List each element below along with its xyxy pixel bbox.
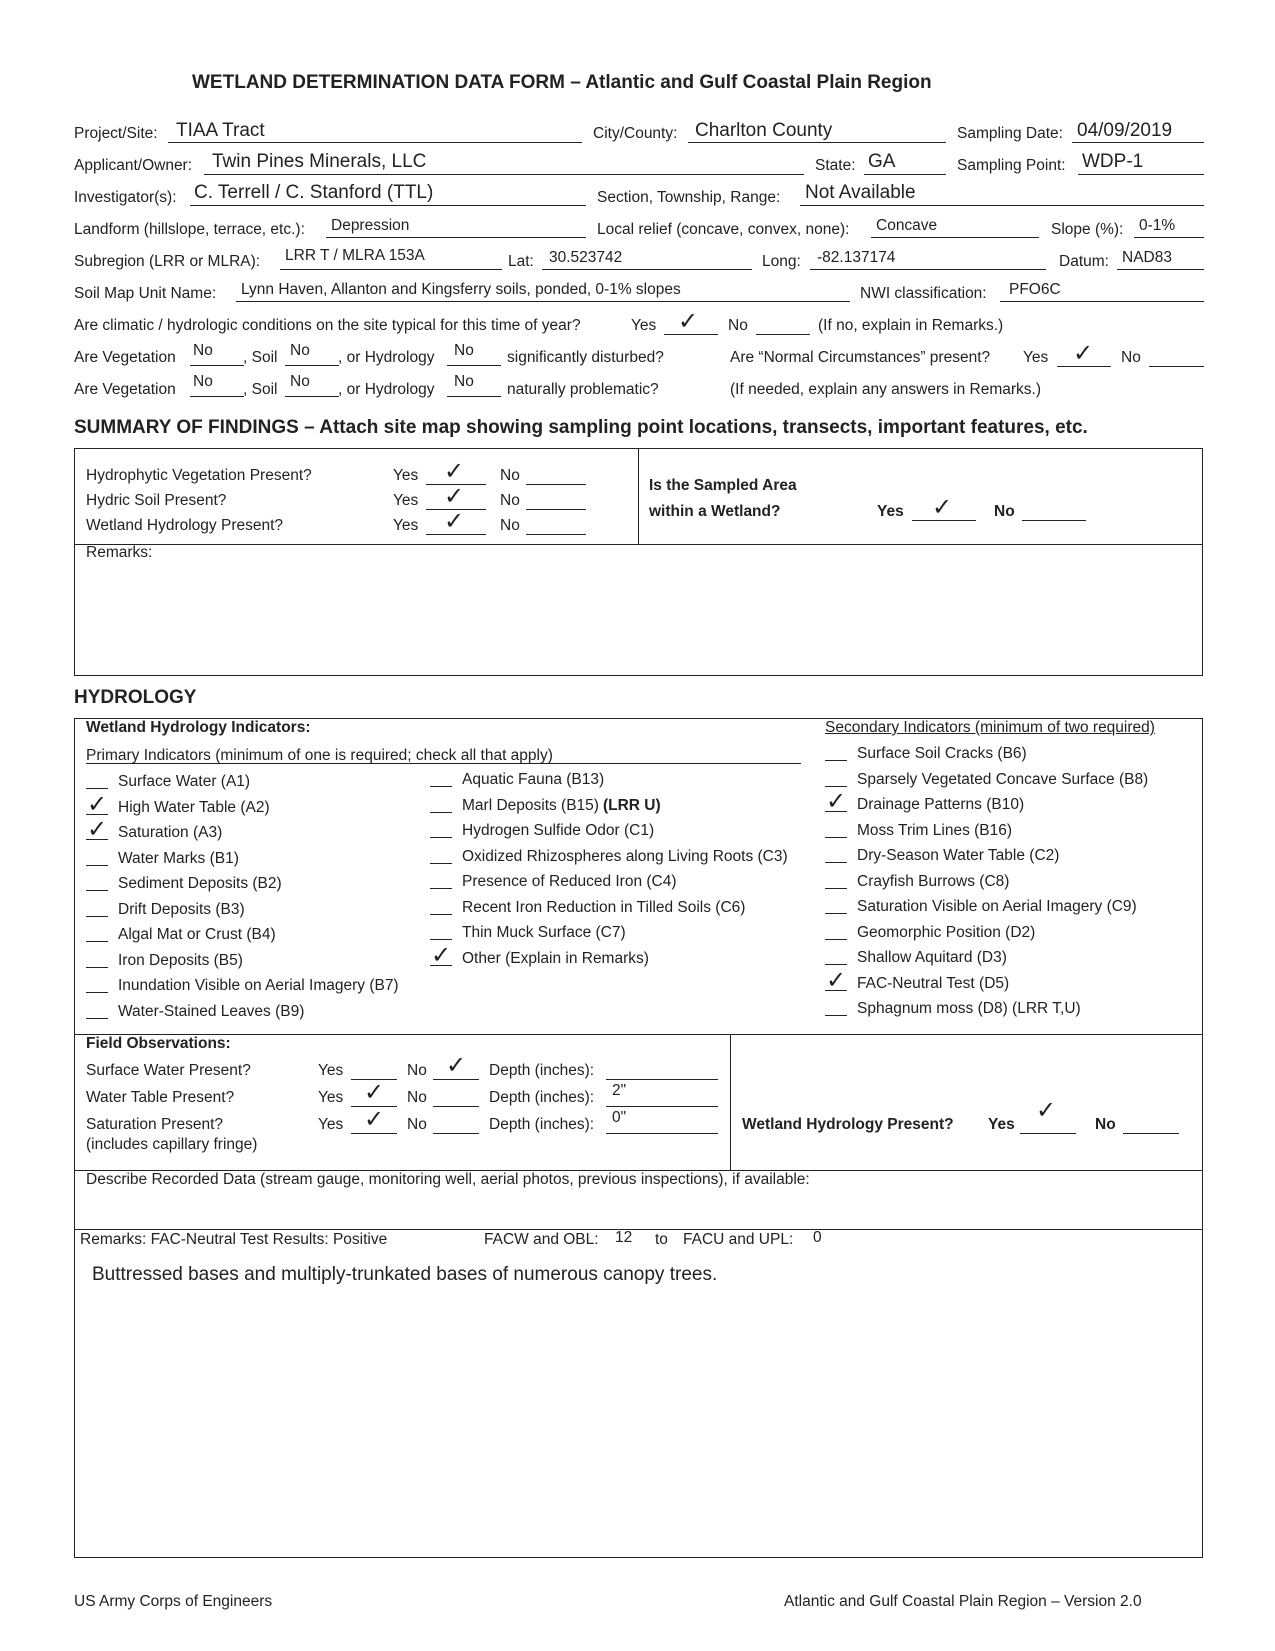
disturbed-soil-label: , Soil xyxy=(243,349,278,366)
secondary-indicator-blank[interactable] xyxy=(825,913,847,914)
secondary-indicator-label xyxy=(857,796,1024,814)
surface-water-yes-label: Yes xyxy=(318,1062,344,1079)
facu-upl-label: FACU and UPL: xyxy=(683,1231,794,1248)
primary-indicator-text: Oxidized Rhizospheres along Living Roots (C3) xyxy=(462,847,788,865)
primary-indicator-blank[interactable] xyxy=(430,863,452,864)
saturation-yes-line xyxy=(351,1133,397,1134)
primary-indicator-text: Inundation Visible on Aerial Imagery (B7) xyxy=(118,977,399,994)
facu-upl-value[interactable]: 0 xyxy=(813,1229,822,1246)
wetland-hydrology-yes-line xyxy=(1020,1133,1076,1134)
problematic-hydro-line xyxy=(447,396,501,397)
saturation-question: Saturation Present? xyxy=(86,1116,224,1133)
primary-indicator-label xyxy=(118,850,239,868)
investigator-label: Investigator(s): xyxy=(74,189,177,206)
primary-indicator-blank[interactable] xyxy=(86,967,108,968)
investigator-value[interactable]: C. Terrell / C. Stanford (TTL) xyxy=(194,182,434,203)
primary-indicator-text: Hydrogen Sulfide Odor (C1) xyxy=(462,822,655,839)
primary-indicator-text: Aquatic Fauna (B13) xyxy=(462,771,605,788)
sampling-date-value[interactable]: 04/09/2019 xyxy=(1077,120,1173,141)
sampled-yes-check-icon[interactable]: ✓ xyxy=(932,493,953,521)
wetland-hydro-no-label: No xyxy=(500,517,520,534)
normal-no-line[interactable] xyxy=(1149,366,1204,367)
primary-indicator-text: Other (Explain in Remarks) xyxy=(462,949,649,967)
water-table-no-label: No xyxy=(407,1089,427,1106)
hydrology-heading: HYDROLOGY xyxy=(74,687,197,708)
disturbed-soil-line xyxy=(285,365,339,366)
disturbed-label: significantly disturbed? xyxy=(507,349,664,366)
primary-indicator-blank[interactable] xyxy=(430,786,452,787)
problematic-veg-value[interactable]: No xyxy=(193,373,213,390)
wetland-hydro-yes-label: Yes xyxy=(393,517,419,534)
long-line xyxy=(810,269,1046,270)
disturbed-hydro-value[interactable]: No xyxy=(454,342,474,359)
primary-indicator-blank[interactable] xyxy=(86,788,108,789)
primary-indicator-label xyxy=(118,799,270,817)
secondary-indicator-text: Dry-Season Water Table (C2) xyxy=(857,847,1060,864)
saturation-depth-label: Depth (inches): xyxy=(489,1116,595,1133)
disturbed-veg-label: Are Vegetation xyxy=(74,349,176,366)
hydrophytic-no-line[interactable] xyxy=(526,484,586,485)
secondary-indicator-label xyxy=(857,745,1027,763)
saturation-depth-line xyxy=(606,1133,718,1134)
wetland-hydro-no-line[interactable] xyxy=(526,534,586,535)
problematic-hydro-label: , or Hydrology xyxy=(338,381,435,398)
primary-indicator-suffix: (LRR U) xyxy=(602,796,661,814)
normal-yes-check-icon[interactable]: ✓ xyxy=(1073,339,1094,367)
remarks-divider xyxy=(74,1229,1203,1230)
capillary-fringe-note: (includes capillary fringe) xyxy=(86,1136,258,1153)
wetland-hydrology-yes-check-icon[interactable]: ✓ xyxy=(1036,1096,1057,1124)
secondary-indicator-text: Moss Trim Lines (B16) xyxy=(857,821,1013,839)
sampled-no-label: No xyxy=(994,503,1015,520)
primary-indicator-blank[interactable] xyxy=(86,941,108,942)
lat-line xyxy=(542,269,752,270)
lat-value[interactable]: 30.523742 xyxy=(549,249,623,266)
primary-indicator-text: Sediment Deposits (B2) xyxy=(118,875,282,892)
state-label: State: xyxy=(815,157,856,174)
primary-indicator-blank[interactable] xyxy=(86,865,108,866)
primary-indicator-label xyxy=(118,824,222,842)
surface-water-no-label: No xyxy=(407,1062,427,1079)
summary-heading: SUMMARY OF FINDINGS – Attach site map showing sampling point locations, transects, important features, etc. xyxy=(74,417,1088,438)
disturbed-soil-value[interactable]: No xyxy=(290,342,310,359)
primary-indicator-text: Surface Water (A1) xyxy=(118,773,251,790)
primary-indicator-text: Iron Deposits (B5) xyxy=(118,951,243,969)
secondary-indicator-text: Drainage Patterns (B10) xyxy=(857,796,1025,813)
sampled-no-line[interactable] xyxy=(1022,520,1086,521)
secondary-indicators-label: Secondary Indicators (minimum of two required) xyxy=(825,719,1155,736)
primary-indicator-label xyxy=(118,1003,304,1021)
slope-line xyxy=(1134,237,1204,238)
secondary-indicator-text: Sphagnum moss (D8) (LRR T,U) xyxy=(857,1000,1081,1017)
wetland-hydro-label: Wetland Hydrology Present? xyxy=(86,517,284,534)
city-county-value[interactable]: Charlton County xyxy=(695,120,833,141)
primary-indicator-label xyxy=(462,899,745,917)
state-value[interactable]: GA xyxy=(868,151,896,172)
primary-indicator-blank[interactable] xyxy=(86,890,108,891)
secondary-indicator-label xyxy=(857,949,1007,967)
field-obs-vertical-divider xyxy=(730,1034,731,1170)
subregion-value[interactable]: LRR T / MLRA 153A xyxy=(285,247,425,264)
slope-value[interactable]: 0-1% xyxy=(1139,217,1176,234)
datum-label: Datum: xyxy=(1059,253,1109,270)
problematic-label: naturally problematic? xyxy=(507,381,659,398)
primary-indicator-text: Thin Muck Surface (C7) xyxy=(462,924,626,941)
field-observations-label: Field Observations: xyxy=(86,1035,231,1052)
primary-indicator-check-icon[interactable]: ✓ xyxy=(87,789,108,818)
climatic-no-line[interactable] xyxy=(756,334,810,335)
hydric-yes-label: Yes xyxy=(393,492,419,509)
section-value[interactable]: Not Available xyxy=(805,182,916,203)
form-title: WETLAND DETERMINATION DATA FORM – Atlantic and Gulf Coastal Plain Region xyxy=(192,72,932,93)
problematic-soil-line xyxy=(285,396,339,397)
relief-label: Local relief (concave, convex, none): xyxy=(597,221,850,238)
primary-indicator-blank[interactable] xyxy=(86,916,108,917)
secondary-indicator-blank[interactable] xyxy=(825,862,847,863)
saturation-no-line[interactable] xyxy=(433,1133,479,1134)
wetland-hydrology-yes-label: Yes xyxy=(988,1116,1015,1133)
primary-indicator-text: High Water Table (A2) xyxy=(118,798,270,816)
secondary-indicator-check-icon[interactable]: ✓ xyxy=(826,787,847,815)
primary-indicator-label xyxy=(118,875,282,893)
section-label: Section, Township, Range: xyxy=(597,189,781,206)
datum-line xyxy=(1117,269,1204,270)
surface-water-question: Surface Water Present? xyxy=(86,1062,251,1079)
secondary-indicator-text: Surface Soil Cracks (B6) xyxy=(857,745,1027,762)
city-county-label: City/County: xyxy=(593,125,678,142)
primary-indicator-label xyxy=(118,773,250,791)
project-site-label: Project/Site: xyxy=(74,125,158,142)
applicant-line xyxy=(204,174,804,175)
needed-note: (If needed, explain any answers in Remarks.) xyxy=(730,381,1042,398)
sampled-area-question-1: Is the Sampled Area xyxy=(649,477,797,494)
saturation-yes-label: Yes xyxy=(318,1116,344,1133)
hydrology-remarks-text[interactable]: Buttressed bases and multiply-trunkated bases of numerous canopy trees. xyxy=(92,1264,718,1285)
problematic-veg-label: Are Vegetation xyxy=(74,381,176,398)
sampled-area-question-2: within a Wetland? xyxy=(649,503,781,520)
disturbed-hydro-line xyxy=(447,365,501,366)
saturation-no-label: No xyxy=(407,1116,427,1133)
disturbed-veg-line xyxy=(190,365,244,366)
recorded-data-label: Describe Recorded Data (stream gauge, monitoring well, aerial photos, previous inspections), if available: xyxy=(86,1171,810,1188)
footer-left: US Army Corps of Engineers xyxy=(74,1593,273,1610)
primary-indicator-text: Marl Deposits (B15) xyxy=(462,796,599,814)
indicators-label: Wetland Hydrology Indicators: xyxy=(86,719,311,736)
water-table-yes-check-icon[interactable]: ✓ xyxy=(364,1078,385,1106)
problematic-hydro-value[interactable]: No xyxy=(454,373,474,390)
primary-indicator-label xyxy=(118,901,245,919)
hydric-no-line[interactable] xyxy=(526,509,586,510)
secondary-indicator-text: Crayfish Burrows (C8) xyxy=(857,872,1010,890)
primary-indicator-text: Water Marks (B1) xyxy=(118,849,239,867)
secondary-indicator-label xyxy=(857,771,1148,789)
nwi-value[interactable]: PFO6C xyxy=(1009,281,1061,298)
secondary-indicator-text: Sparsely Vegetated Concave Surface (B8) xyxy=(857,770,1149,788)
primary-indicator-blank[interactable] xyxy=(86,1018,108,1019)
secondary-indicator-label xyxy=(857,1000,1081,1018)
surface-water-depth-line[interactable] xyxy=(606,1079,718,1080)
primary-indicator-text: Saturation (A3) xyxy=(118,824,223,841)
primary-indicator-label xyxy=(118,952,243,970)
section-line xyxy=(800,205,1204,206)
hydrology-remarks-label: Remarks: FAC-Neutral Test Results: Positive xyxy=(80,1231,388,1248)
saturation-yes-check-icon[interactable]: ✓ xyxy=(364,1105,385,1133)
soil-map-value[interactable]: Lynn Haven, Allanton and Kingsferry soils, ponded, 0-1% slopes xyxy=(241,281,681,298)
secondary-indicator-text: Shallow Aquitard (D3) xyxy=(857,949,1007,966)
state-line xyxy=(864,174,946,175)
secondary-indicator-label xyxy=(857,924,1035,942)
summary-remarks-label: Remarks: xyxy=(86,544,153,561)
primary-indicators-underline xyxy=(86,763,801,764)
primary-indicator-label xyxy=(462,924,626,942)
landform-value[interactable]: Depression xyxy=(331,217,410,234)
primary-indicator-label xyxy=(462,873,677,891)
surface-water-depth-label: Depth (inches): xyxy=(489,1062,595,1079)
relief-value[interactable]: Concave xyxy=(876,217,938,234)
facw-obl-label: FACW and OBL: xyxy=(484,1231,599,1248)
project-site-value[interactable]: TIAA Tract xyxy=(176,120,265,141)
disturbed-hydro-label: , or Hydrology xyxy=(338,349,435,366)
secondary-indicator-label xyxy=(857,975,1009,993)
applicant-label: Applicant/Owner: xyxy=(74,157,193,174)
water-table-yes-label: Yes xyxy=(318,1089,344,1106)
water-table-depth-line xyxy=(606,1106,718,1107)
problematic-soil-label: , Soil xyxy=(243,381,278,398)
saturation-depth-value[interactable]: 0" xyxy=(612,1109,627,1126)
secondary-indicator-blank[interactable] xyxy=(825,1015,847,1016)
primary-indicator-text: Presence of Reduced Iron (C4) xyxy=(462,873,677,890)
nwi-line xyxy=(1000,301,1204,302)
secondary-indicator-label xyxy=(857,898,1137,916)
climatic-question: Are climatic / hydrologic conditions on the site typical for this time of year? xyxy=(74,317,581,334)
climatic-no-label: No xyxy=(728,317,748,334)
primary-indicator-label xyxy=(118,977,399,995)
normal-no-label: No xyxy=(1121,349,1141,366)
primary-indicator-label xyxy=(462,950,649,968)
primary-indicator-text: Algal Mat or Crust (B4) xyxy=(118,926,276,943)
nwi-label: NWI classification: xyxy=(860,285,987,302)
sampling-point-value[interactable]: WDP-1 xyxy=(1082,151,1144,172)
surface-water-no-check-icon[interactable]: ✓ xyxy=(446,1051,467,1079)
climatic-yes-check-icon[interactable]: ✓ xyxy=(678,307,699,335)
primary-indicator-label xyxy=(462,848,788,866)
hydrophytic-yes-check-icon[interactable]: ✓ xyxy=(444,457,465,485)
primary-indicator-label xyxy=(462,822,654,840)
soil-map-label: Soil Map Unit Name: xyxy=(74,285,217,302)
wetland-hydro-yes-check-icon[interactable]: ✓ xyxy=(444,507,465,535)
hydric-no-label: No xyxy=(500,492,520,509)
problematic-soil-value[interactable]: No xyxy=(290,373,310,390)
summary-remarks-divider xyxy=(74,544,1203,545)
slope-label: Slope (%): xyxy=(1051,221,1124,238)
water-table-depth-label: Depth (inches): xyxy=(489,1089,595,1106)
footer-right: Atlantic and Gulf Coastal Plain Region – Version 2.0 xyxy=(784,1593,1142,1610)
hydrophytic-label: Hydrophytic Vegetation Present? xyxy=(86,467,312,484)
facw-obl-value[interactable]: 12 xyxy=(615,1229,633,1246)
secondary-indicator-label xyxy=(857,873,1009,891)
primary-indicators-label: Primary Indicators (minimum of one is required; check all that apply) xyxy=(86,747,553,764)
to-label: to xyxy=(655,1231,668,1248)
datum-value[interactable]: NAD83 xyxy=(1122,249,1172,266)
wetland-hydrology-no-line[interactable] xyxy=(1123,1133,1179,1134)
long-value[interactable]: -82.137174 xyxy=(817,249,896,266)
primary-indicator-blank[interactable] xyxy=(86,992,108,993)
primary-indicator-check-icon[interactable]: ✓ xyxy=(87,815,108,843)
secondary-indicator-blank[interactable] xyxy=(825,888,847,889)
subregion-label: Subregion (LRR or MLRA): xyxy=(74,253,261,270)
sampling-point-line xyxy=(1078,174,1204,175)
primary-indicator-blank[interactable] xyxy=(430,888,452,889)
secondary-indicator-text: FAC-Neutral Test (D5) xyxy=(857,974,1010,992)
secondary-indicator-blank[interactable] xyxy=(825,837,847,838)
primary-indicator-text: Water-Stained Leaves (B9) xyxy=(118,1002,305,1020)
climatic-note: (If no, explain in Remarks.) xyxy=(818,317,1004,334)
secondary-indicator-text: Geomorphic Position (D2) xyxy=(857,923,1036,941)
sampled-yes-label: Yes xyxy=(877,503,904,520)
hydric-yes-check-icon[interactable]: ✓ xyxy=(444,482,465,510)
water-table-no-line[interactable] xyxy=(433,1106,479,1107)
hydrophytic-no-label: No xyxy=(500,467,520,484)
summary-divider xyxy=(638,448,639,544)
surface-water-no-line xyxy=(433,1079,479,1080)
hydrophytic-yes-label: Yes xyxy=(393,467,419,484)
problematic-veg-line xyxy=(190,396,244,397)
water-table-depth-value[interactable]: 2" xyxy=(612,1082,627,1099)
applicant-value[interactable]: Twin Pines Minerals, LLC xyxy=(212,151,427,172)
sampling-date-line xyxy=(1072,142,1204,143)
primary-indicator-label xyxy=(462,771,604,789)
climatic-yes-label: Yes xyxy=(631,317,657,334)
water-table-question: Water Table Present? xyxy=(86,1089,235,1106)
secondary-indicator-text: Saturation Visible on Aerial Imagery (C9) xyxy=(857,898,1137,915)
primary-indicator-blank[interactable] xyxy=(430,837,452,838)
relief-line xyxy=(871,237,1039,238)
soil-map-line xyxy=(236,301,850,302)
primary-indicator-blank[interactable] xyxy=(430,812,452,813)
disturbed-veg-value[interactable]: No xyxy=(193,342,213,359)
secondary-indicator-blank[interactable] xyxy=(825,964,847,965)
secondary-indicator-blank[interactable] xyxy=(825,760,847,761)
landform-line xyxy=(326,237,586,238)
primary-indicator-blank[interactable] xyxy=(430,939,452,940)
sampling-date-label: Sampling Date: xyxy=(957,125,1063,142)
primary-indicator-label xyxy=(118,926,276,944)
secondary-indicator-check-icon[interactable]: ✓ xyxy=(826,965,847,994)
wetland-hydrology-no-label: No xyxy=(1095,1116,1116,1133)
landform-label: Landform (hillslope, terrace, etc.): xyxy=(74,221,305,238)
secondary-indicator-label xyxy=(857,847,1059,865)
wetland-hydrology-present-question: Wetland Hydrology Present? xyxy=(742,1116,954,1133)
investigator-line xyxy=(190,205,586,206)
sampling-point-label: Sampling Point: xyxy=(957,157,1066,174)
project-site-line xyxy=(168,142,582,143)
primary-indicator-check-icon[interactable]: ✓ xyxy=(431,940,452,969)
secondary-indicator-label xyxy=(857,822,1012,840)
city-county-line xyxy=(688,142,946,143)
lat-label: Lat: xyxy=(508,253,534,270)
field-obs-divider xyxy=(74,1034,1203,1035)
primary-indicator-text: Drift Deposits (B3) xyxy=(118,900,245,918)
secondary-indicator-blank[interactable] xyxy=(825,939,847,940)
long-label: Long: xyxy=(762,253,801,270)
primary-indicator-text: Recent Iron Reduction in Tilled Soils (C6) xyxy=(462,898,746,916)
hydric-label: Hydric Soil Present? xyxy=(86,492,227,509)
primary-indicator-blank[interactable] xyxy=(430,914,452,915)
subregion-line xyxy=(280,269,502,270)
normal-yes-label: Yes xyxy=(1023,349,1049,366)
normal-circumstances-question: Are “Normal Circumstances” present? xyxy=(730,349,991,366)
primary-indicator-label xyxy=(462,797,661,815)
